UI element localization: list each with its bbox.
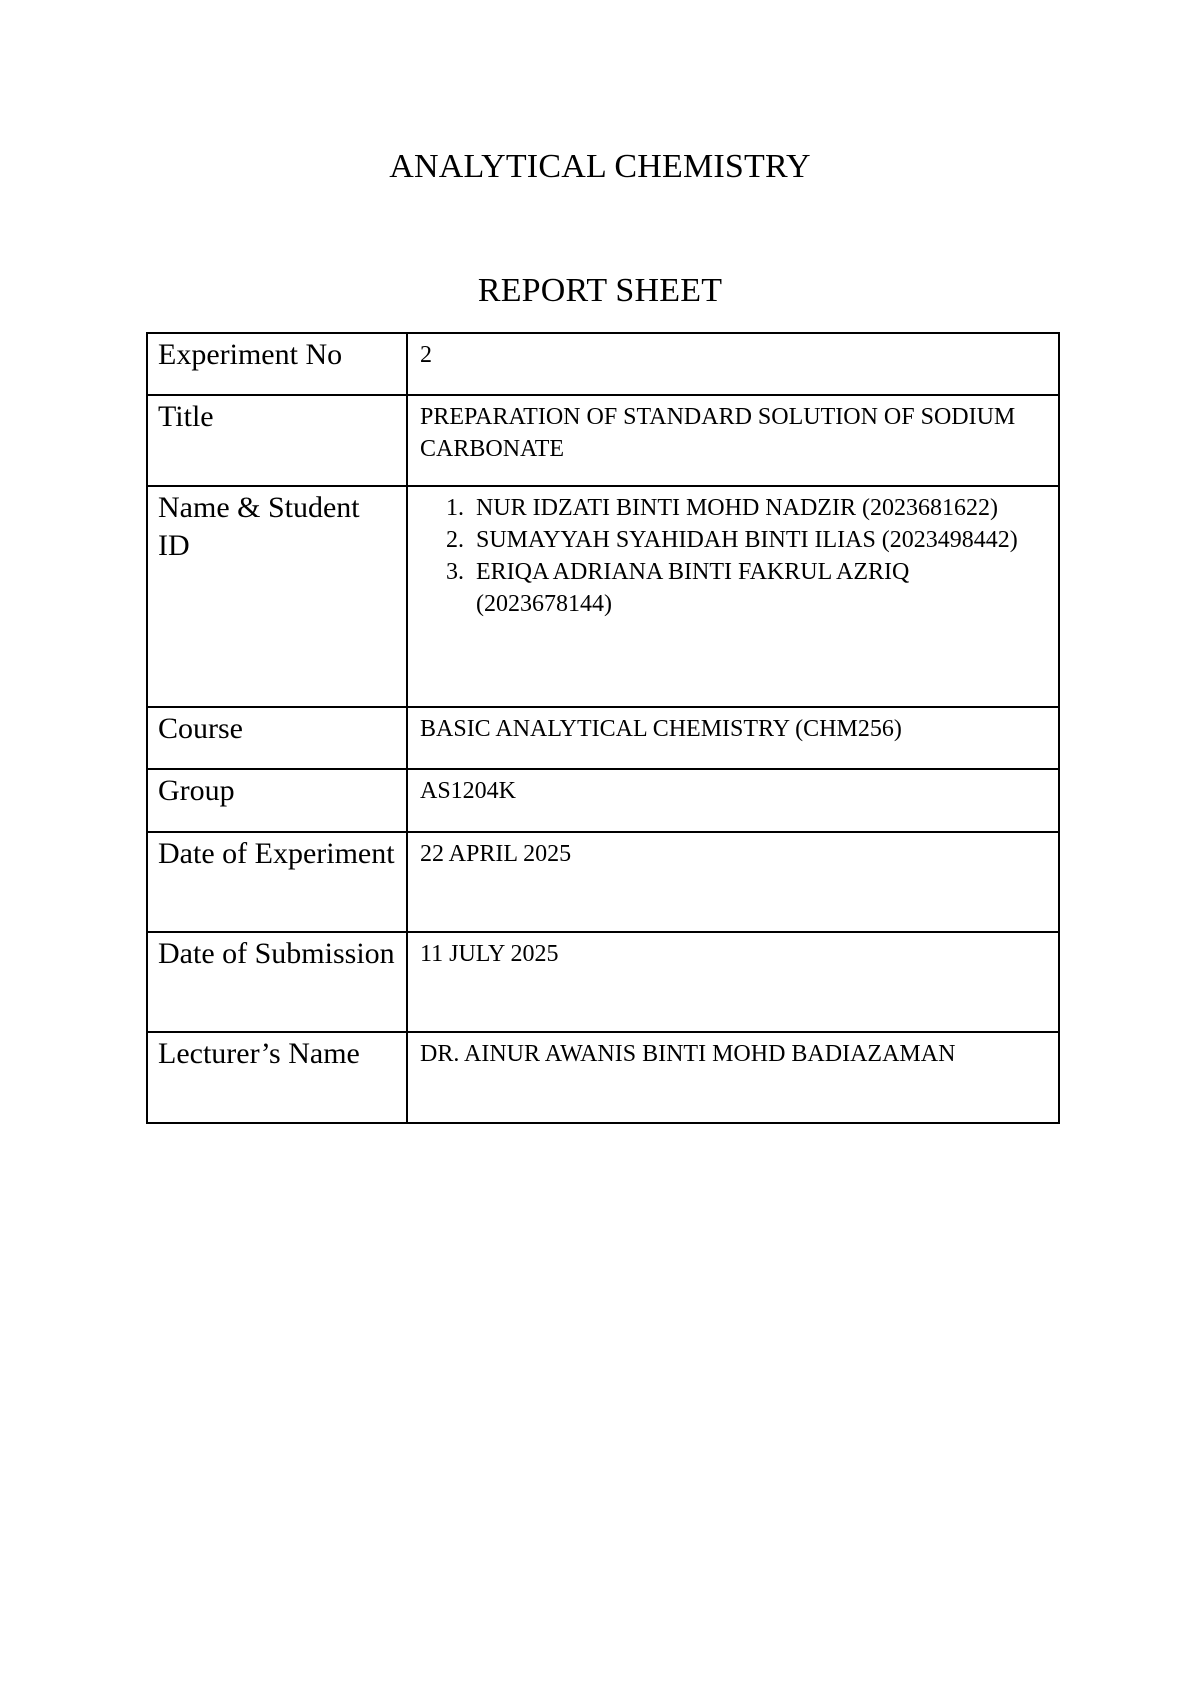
member-item: 2. SUMAYYAH SYAHIDAH BINTI ILIAS (2023498442) [470,524,1046,556]
group-label: Group [147,769,407,832]
table-row-title [147,395,1059,486]
member-item: 3. ERIQA ADRIANA BINTI FAKRUL AZRIQ (2023678144) [470,556,1046,620]
course-value: BASIC ANALYTICAL CHEMISTRY (CHM256) [407,707,1059,769]
table-row-date-of-submission [147,932,1059,1032]
title-value: PREPARATION OF STANDARD SOLUTION OF SODIUM CARBONATE [407,395,1059,486]
document-title: ANALYTICAL CHEMISTRY [389,148,811,185]
name-student-id-label: Name & Student ID [147,486,407,707]
title-label: Title [147,395,407,486]
member-item: 1. NUR IDZATI BINTI MOHD NADZIR (2023681622) [470,492,1046,524]
members-list [420,492,1046,620]
lecturer-name-label: Lecturer’s Name [147,1032,407,1123]
date-of-submission-label: Date of Submission [147,932,407,1032]
experiment-no-value: 2 [407,333,1059,395]
report-sheet-heading: REPORT SHEET [477,272,723,309]
experiment-no-label: Experiment No [147,333,407,395]
date-of-submission-value: 11 JULY 2025 [407,932,1059,1032]
table-row-group [147,769,1059,832]
group-value: AS1204K [407,769,1059,832]
members-cell [407,486,1059,707]
table-row-date-of-experiment [147,832,1059,932]
table-row-lecturer [147,1032,1059,1123]
table-row-names [147,486,1059,707]
table-row-experiment-no [147,333,1059,395]
table-row-course [147,707,1059,769]
report-table [146,332,1060,1124]
date-of-experiment-value: 22 APRIL 2025 [407,832,1059,932]
date-of-experiment-label: Date of Experiment [147,832,407,932]
lecturer-name-value: DR. AINUR AWANIS BINTI MOHD BADIAZAMAN [407,1032,1059,1123]
course-label: Course [147,707,407,769]
